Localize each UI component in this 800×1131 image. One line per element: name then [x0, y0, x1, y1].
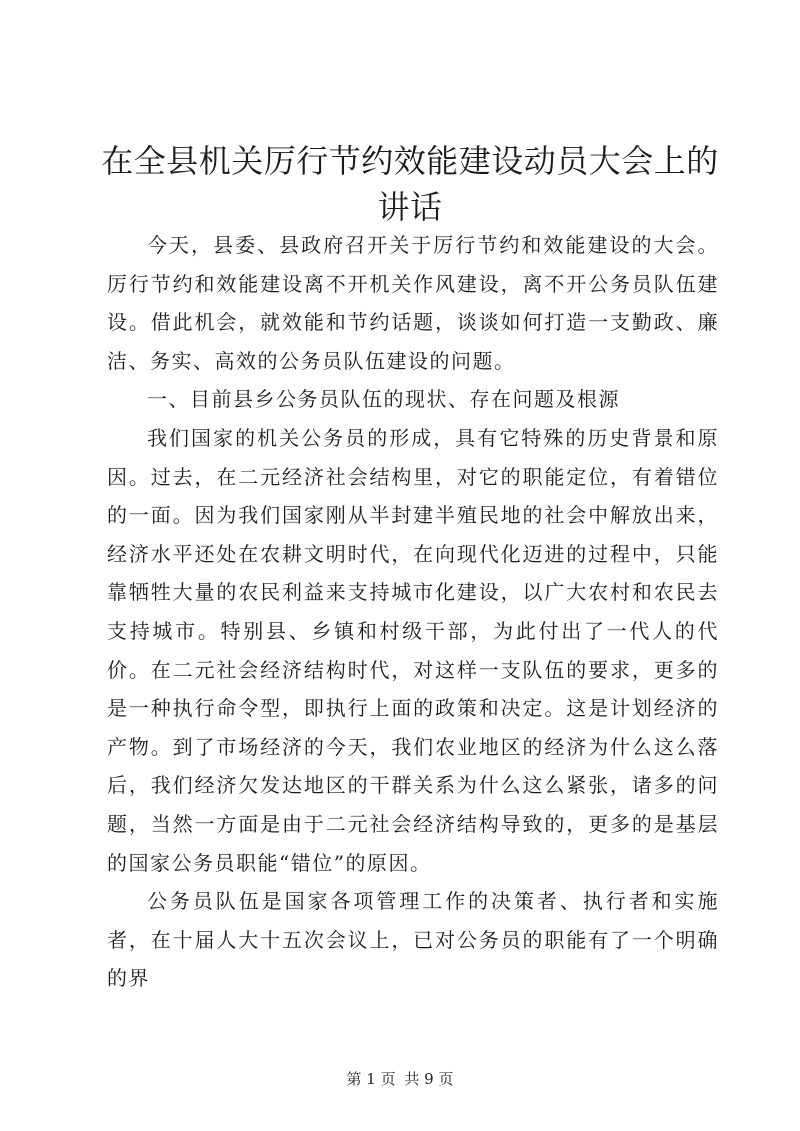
- page-total: 共 9 页: [404, 1070, 454, 1088]
- page-number: 第 1 页: [346, 1070, 396, 1088]
- body-paragraph: 我们国家的机关公务员的形成，具有它特殊的历史背景和原因。过去，在二元经济社会结构里，对它的职能定位，有着错位的一面。因为我们国家刚从半封建半殖民地的社会中解放出来，经济水平还处在农耕文明时代，在向现代化迈进的过程中，只能靠牺牲大量的农民利益来支持城市化建设，以广大农村和农民去支持城市。特别县、乡镇和村级干部，为此付出了一代人的代价。在二元社会经济结构时代，对这样一支队伍的要求，更多的是一种执行命令型，即执行上面的政策和决定。这是计划经济的产物。到了市场经济的今天，我们农业地区的经济为什么这么落后，我们经济欠发达地区的干群关系为什么这么紧张，诸多的问题，当然一方面是由于二元社会经济结构导致的，更多的是基层的国家公务员职能“错位”的原因。: [107, 425, 719, 875]
- document-title: 在全县机关厉行节约效能建设动员大会上的讲话: [101, 142, 719, 226]
- page-footer: [0, 1068, 800, 1089]
- body-paragraph: 公务员队伍是国家各项管理工作的决策者、执行者和实施者，在十届人大十五次会议上，已对公务员的职能有了一个明确的界: [107, 889, 719, 991]
- intro-paragraph: 今天，县委、县政府召开关于厉行节约和效能建设的大会。厉行节约和效能建设离不开机关作风建设，离不开公务员队伍建设。借此机会，就效能和节约话题，谈谈如何打造一支勤政、廉洁、务实、高效的公务员队伍建设的问题。: [107, 233, 719, 373]
- document-body: [107, 226, 719, 998]
- section-heading: 一、目前县乡公务员队伍的现状、存在问题及根源: [147, 387, 620, 412]
